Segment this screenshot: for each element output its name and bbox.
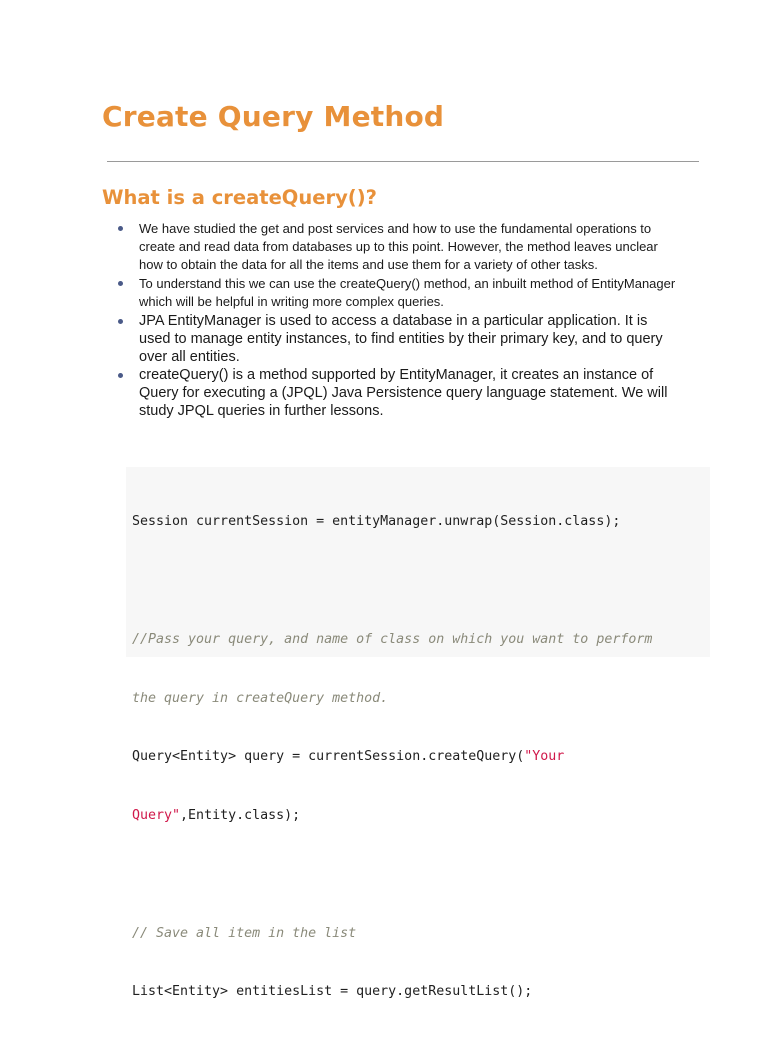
code-content <box>132 473 652 1041</box>
page-title: Create Query Method <box>102 100 445 133</box>
code-text: Query<Entity> query = currentSession.createQuery( <box>132 749 525 765</box>
code-line <box>132 924 652 944</box>
section-heading: What is a createQuery()? <box>102 186 377 209</box>
code-text: List<Entity> entitiesList = query.getResultList(); <box>132 984 533 1000</box>
bullet-list <box>118 220 678 420</box>
bullet-icon <box>118 373 123 378</box>
code-string: "Your <box>524 749 565 765</box>
code-line <box>132 747 652 767</box>
list-item-text: JPA EntityManager is used to access a database in a particular application. It is used to manage entity instances, to find entities by their primary key, and to query over all entities. <box>139 313 663 365</box>
code-line <box>132 982 652 1002</box>
code-text: Session currentSession = entityManager.unwrap(Session.class); <box>132 514 621 530</box>
list-item-text: We have studied the get and post services and how to use the fundamental operations to create and read data from databases up to this point. However, the method leaves unclear how to obtain the data for all the items and use them for a variety of other tasks. <box>139 221 658 272</box>
code-comment: // Save all item in the list <box>132 925 357 941</box>
list-item-text: To understand this we can use the createQuery() method, an inbuilt method of EntityManager which will be helpful in writing more complex queries. <box>139 276 676 309</box>
code-line <box>132 689 652 709</box>
bullet-icon <box>118 281 123 286</box>
bullet-icon <box>118 319 123 324</box>
list-item <box>118 220 678 274</box>
code-text: ,Entity.class); <box>180 808 301 824</box>
code-block <box>126 467 710 1000</box>
list-item <box>118 366 678 420</box>
bullet-icon <box>118 226 123 231</box>
list-item <box>118 275 678 311</box>
code-blank-line <box>132 571 652 591</box>
list-item-text: createQuery() is a method supported by EntityManager, it creates an instance of Query for executing a (JPQL) Java Persistence query language statement. We will study JPQL queries in further lessons. <box>139 367 668 419</box>
code-line <box>132 630 652 650</box>
title-divider <box>107 161 699 162</box>
list-item <box>118 312 678 366</box>
code-string: Query" <box>132 808 181 824</box>
code-comment: //Pass your query, and name of class on which you want to perform <box>132 631 653 647</box>
code-blank-line <box>132 865 652 885</box>
code-line <box>132 806 652 826</box>
code-comment: the query in createQuery method. <box>132 690 389 706</box>
code-line <box>132 512 652 532</box>
